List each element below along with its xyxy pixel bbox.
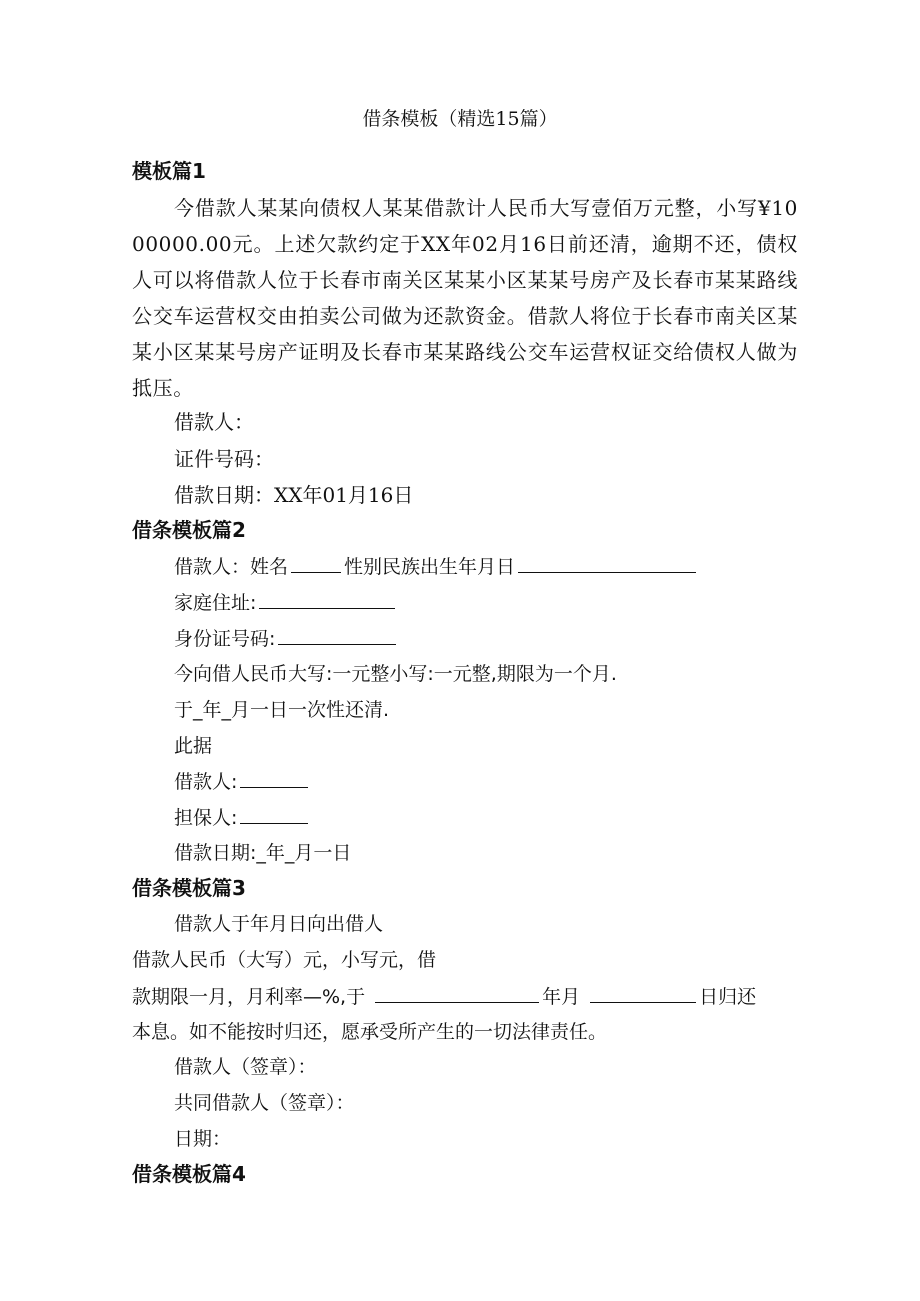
section-2-borrower-sign: 借款人: xyxy=(174,771,238,793)
section-3-line-3b: 年月 xyxy=(542,986,581,1008)
section-3-borrower-sign: 借款人（签章）： xyxy=(174,1056,317,1078)
section-2-borrower-mid: 性别民族出生年月日 xyxy=(344,556,516,578)
section-2-heading: 借条模板篇2 xyxy=(132,518,246,542)
section-3-heading: 借条模板篇3 xyxy=(132,876,246,900)
address-blank xyxy=(259,588,395,609)
name-blank xyxy=(291,552,341,573)
section-1-borrower: 借款人： xyxy=(174,410,254,434)
section-3-line-3a: 款期限一月，月利率—%,于 xyxy=(132,986,366,1008)
section-3-line-4: 本息。如不能按时归还，愿承受所产生的一切法律责任。 xyxy=(132,1021,608,1043)
date-blank-1 xyxy=(375,982,539,1003)
section-2-guarantor-line xyxy=(174,803,311,832)
section-1-id-number: 证件号码： xyxy=(174,447,274,471)
section-3-line-2: 借款人民币（大写）元，小写元，借 xyxy=(132,949,437,971)
section-1-body: 今借款人某某向债权人某某借款计人民币大写壹佰万元整，小写¥1000000.00元。上述欠款约定于XX年02月16日前还清，逾期不还，债权人可以将借款人位于长春市南关区某某小区某某号房产及长春市某某路线公交车运营权交由拍卖公司做为还款资金。借款人将位于长春市南关区某某小区某某号房产证明及长春市某某路线公交车运营权证交给债权人做为抵压。 xyxy=(132,196,798,400)
birthdate-blank xyxy=(518,552,696,573)
section-2-guarantor-sign: 担保人: xyxy=(174,807,238,829)
section-2-address-label: 家庭住址: xyxy=(174,592,257,614)
id-blank xyxy=(278,624,396,645)
section-2-id-line xyxy=(174,624,399,653)
section-3-line-3 xyxy=(132,982,756,1011)
section-2-proof: 此据 xyxy=(174,735,213,757)
section-3-date: 日期： xyxy=(174,1128,232,1150)
section-2-address-line xyxy=(174,588,398,617)
section-1-heading: 模板篇1 xyxy=(132,159,206,183)
section-1-date: 借款日期：XX年01月16日 xyxy=(174,483,414,507)
section-2-amount: 今向借人民币大写:一元整小写:一元整,期限为一个月. xyxy=(174,663,617,685)
section-2-repay: 于_年_月一日一次性还清. xyxy=(174,699,390,721)
borrower-sign-blank xyxy=(240,767,308,788)
section-3-line-1: 借款人于年月日向出借人 xyxy=(174,913,384,935)
section-2-borrower-sign-line xyxy=(174,767,311,796)
date-blank-2 xyxy=(590,982,696,1003)
section-3-line-3c: 日归还 xyxy=(699,986,757,1008)
section-2-borrower-line xyxy=(174,552,699,581)
section-4-heading: 借条模板篇4 xyxy=(132,1162,246,1186)
section-3-co-borrower-sign: 共同借款人（签章）： xyxy=(174,1092,355,1114)
section-2-borrower-prefix: 借款人：姓名 xyxy=(174,556,289,578)
document-title: 借条模板（精选15篇） xyxy=(362,108,558,130)
section-2-id-label: 身份证号码: xyxy=(174,628,276,650)
guarantor-sign-blank xyxy=(240,803,308,824)
section-2-date: 借款日期:_年_月一日 xyxy=(174,842,352,864)
